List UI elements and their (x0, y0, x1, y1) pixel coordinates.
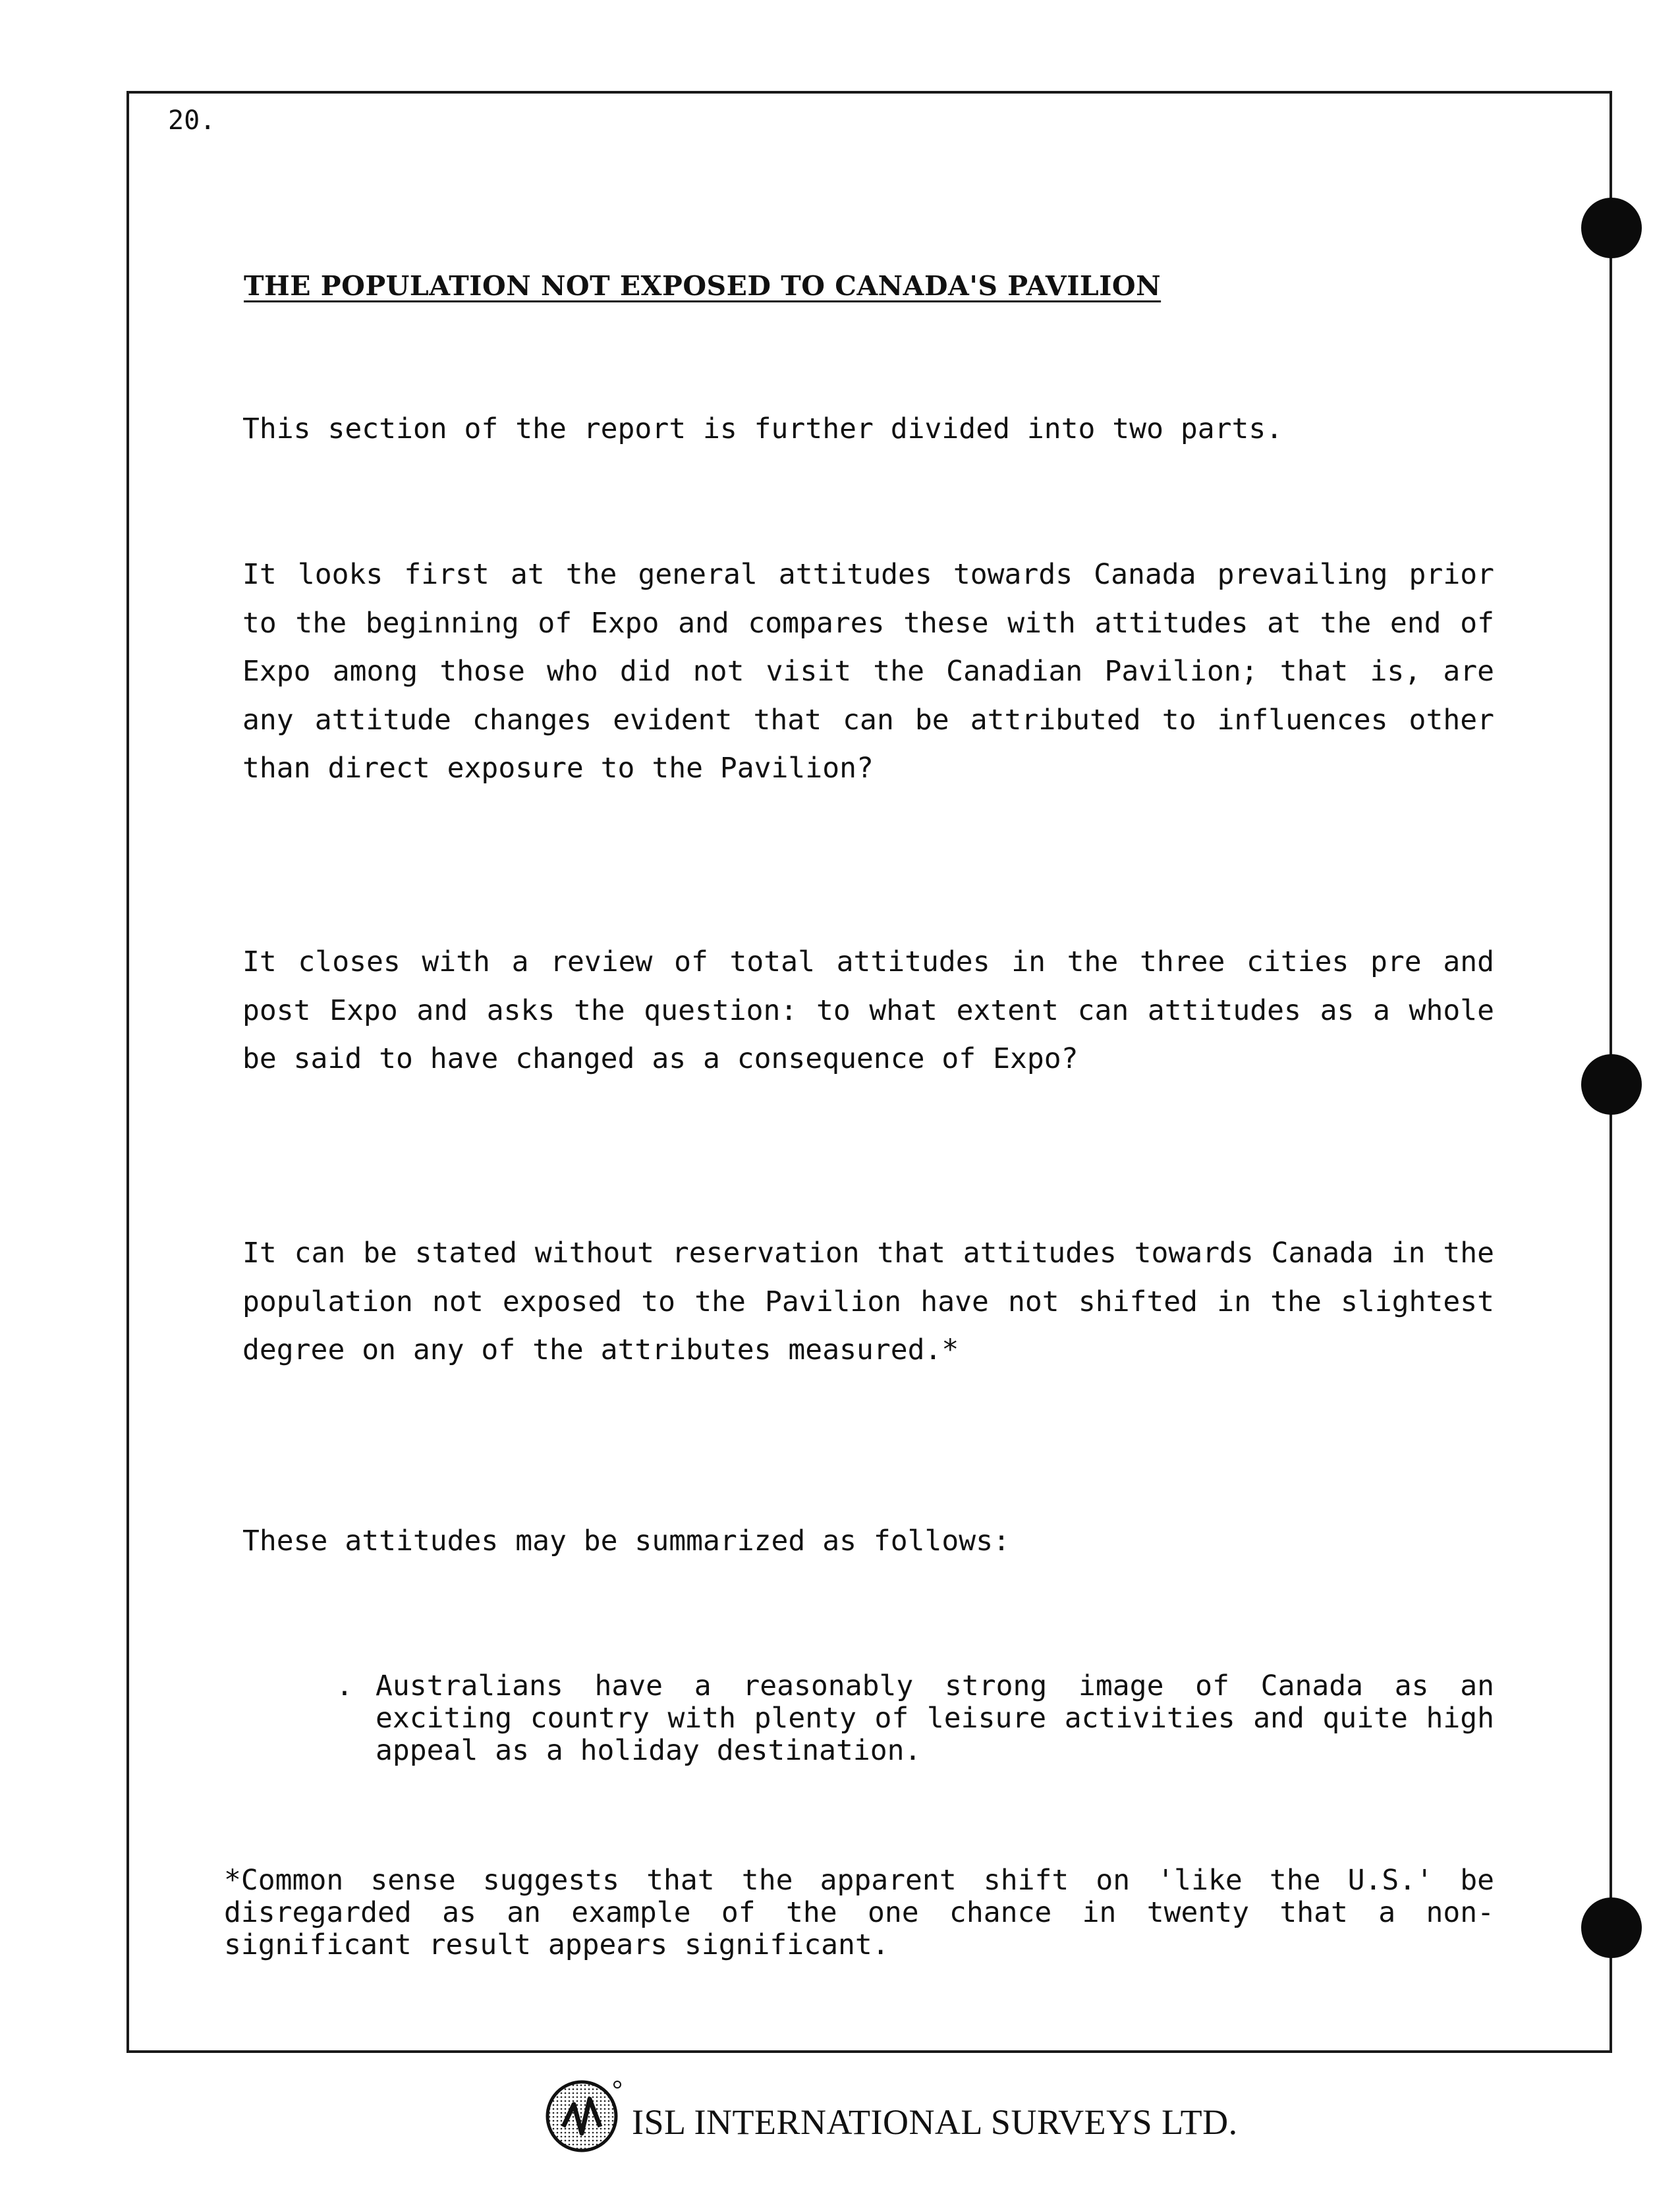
paragraph-intro: This section of the report is further divided into two parts. (242, 412, 1283, 445)
paragraph-second-part: It closes with a review of total attitudes in the three cities pre and post Expo and asks the question: to what extent can attitudes as a whole be said to have changed as a consequence of Expo? (242, 945, 1494, 1075)
footer (544, 2075, 1238, 2154)
paragraph-conclusion: It can be stated without reservation that attitudes towards Canada in the population not exposed to the Pavilion have not shifted in the slightest degree on any of the attributes measured.* (242, 1237, 1494, 1366)
bullet-text: Australians have a reasonably strong image of Canada as an exciting country with plenty of leisure activities and quite high appeal as a holiday destination. (376, 1669, 1494, 1767)
isl-globe-logo-icon (544, 2075, 623, 2154)
footnote: *Common sense suggests that the apparent shift on 'like the U.S.' be disregarded as an example of the one chance in twenty that a non-significant result appears significant. (224, 1864, 1494, 1961)
page-number: 20. (168, 105, 216, 136)
list-item (336, 1670, 1494, 1767)
company-name: ISL INTERNATIONAL SURVEYS LTD. (632, 2102, 1238, 2142)
paragraph-summary-lead: These attitudes may be summarized as follows: (242, 1525, 1010, 1557)
punch-hole-middle (1581, 1054, 1642, 1115)
section-title: THE POPULATION NOT EXPOSED TO CANADA'S PAVILION (244, 270, 1162, 302)
paragraph-first-part: It looks first at the general attitudes towards Canada prevailing prior to the beginning of Expo and compares these with attitudes at the end of Expo among those who did not visit the Canadian Pavilion; that is, are any attitude changes evident that can be attributed to influences other than direct exposure to the Pavilion? (242, 558, 1494, 785)
punch-hole-bottom (1581, 1897, 1642, 1958)
punch-hole-top (1581, 198, 1642, 258)
bullet-mark: . (336, 1669, 353, 1702)
